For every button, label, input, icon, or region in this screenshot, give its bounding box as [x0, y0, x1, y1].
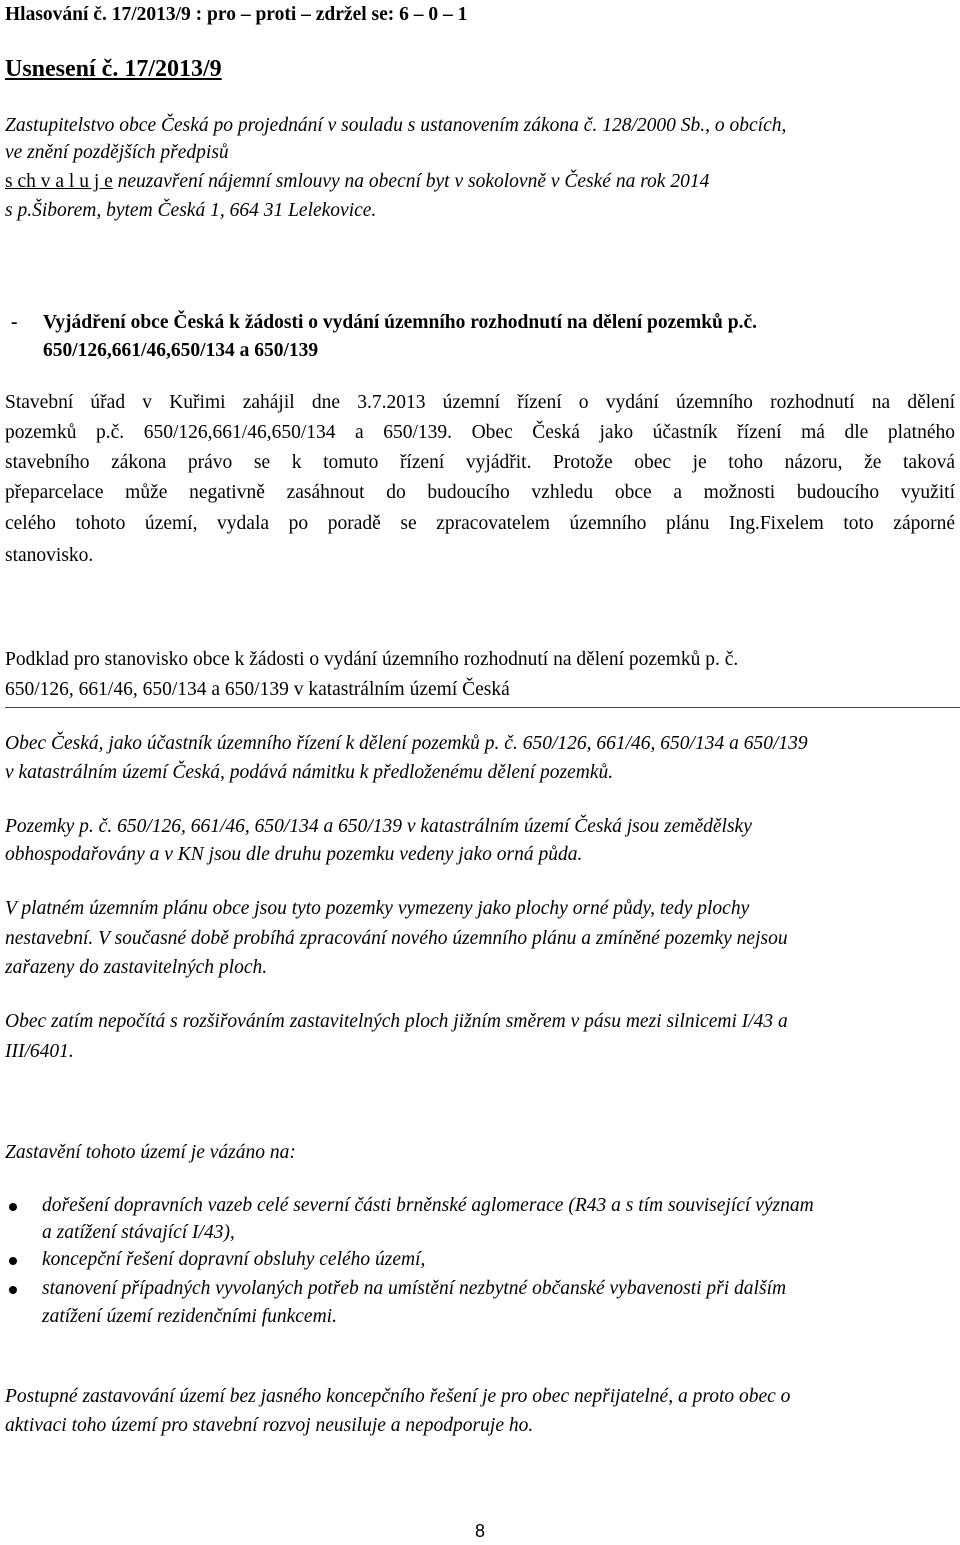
objection-p2-line-1: Pozemky p. č. 650/126, 661/46, 650/134 a 650/139 v katastrálním území Česká jsou zemědělsky: [5, 816, 752, 837]
page-number: 8: [474, 1521, 485, 1541]
section-paragraph-line-1: Stavební úřad v Kuřimi zahájil dne 3.7.2013 územní řízení o vydání územního rozhodnutí na dělení: [5, 392, 955, 413]
section-paragraph-line-6: stanovisko.: [5, 545, 94, 566]
approves-keyword: s ch v a l u j e: [5, 171, 113, 192]
resolution-title: Usnesení č. 17/2013/9: [5, 56, 222, 82]
resolution-intro-line-2: ve znění pozdějších předpisů: [5, 142, 229, 163]
section-paragraph-line-4: přeparcelace může negativně zasáhnout do budoucího vzhledu obce a možnosti budoucího využití: [5, 482, 955, 503]
basis-line-2: 650/126, 661/46, 650/134 a 650/139 v katastrálním území Česká: [5, 679, 510, 700]
condition-2: koncepční řešení dopravní obsluhy celého území,: [42, 1249, 426, 1270]
bullet-icon: [9, 1257, 17, 1265]
condition-1-line-2: a zatížení stávající I/43),: [42, 1222, 235, 1243]
section-paragraph-line-3: stavebního zákona právo se k tomuto řízení vyjádřit. Protože obec je toho názoru, že taková: [5, 452, 955, 473]
condition-3-line-2: zatížení území rezidenčními funkcemi.: [42, 1306, 337, 1327]
objection-p4-line-2: III/6401.: [5, 1041, 74, 1062]
objection-p3-line-3: zařazeny do zastavitelných ploch.: [5, 957, 268, 978]
resolution-approves-line: [5, 170, 709, 194]
section-heading-line-2: 650/126,661/46,650/134 a 650/139: [43, 340, 319, 361]
condition-1-line-1: dořešení dopravních vazeb celé severní části brněnské aglomerace (R43 a s tím související význam: [42, 1195, 814, 1216]
objection-p3-line-2: nestavební. V současné době probíhá zpracování nového územního plánu a zmíněné pozemky nejsou: [5, 928, 788, 949]
closing-line-2: aktivaci toho území pro stavební rozvoj neusiluje a nepodporuje ho.: [5, 1415, 534, 1436]
objection-p4-line-1: Obec zatím nepočítá s rozšiřováním zastavitelných ploch jižním směrem v pásu mezi silnicemi I/43 a: [5, 1011, 788, 1032]
conditions-title: Zastavění tohoto území je vázáno na:: [5, 1142, 296, 1163]
bullet-icon: [9, 1286, 17, 1294]
approves-text: neuzavření nájemní smlouvy na obecní byt v sokolovně v České na rok 2014: [112, 171, 710, 192]
objection-p2-line-2: obhospodařovány a v KN jsou dle druhu pozemku vedeny jako orná půda.: [5, 844, 583, 865]
section-paragraph-line-2: pozemků p.č. 650/126,661/46,650/134 a 650/139. Obec Česká jako účastník řízení má dle platného: [5, 422, 955, 443]
section-heading-line-1: Vyjádření obce Česká k žádosti o vydání územního rozhodnutí na dělení pozemků p.č.: [43, 312, 758, 333]
basis-line-1: Podklad pro stanovisko obce k žádosti o vydání územního rozhodnutí na dělení pozemků p. č.: [5, 649, 739, 670]
section-paragraph-line-5: celého tohoto území, vydala po poradě se zpracovatelem územního plánu Ing.Fixelem toto záporné: [5, 513, 955, 534]
vote-result: Hlasování č. 17/2013/9 : pro – proti – zdržel se: 6 – 0 – 1: [5, 4, 468, 25]
objection-p3-line-1: V platném územním plánu obce jsou tyto pozemky vymezeny jako plochy orné půdy, tedy plochy: [5, 898, 750, 919]
objection-p1-line-2: v katastrálním území Česká, podává námitku k předloženému dělení pozemků.: [5, 762, 614, 783]
condition-3-line-1: stanovení případných vyvolaných potřeb na umístění nezbytné občanské vybavenosti při dalším: [42, 1278, 787, 1299]
bullet-icon: [9, 1203, 17, 1211]
section-dash: -: [11, 312, 18, 333]
closing-line-1: Postupné zastavování území bez jasného koncepčního řešení je pro obec nepřijatelné, a proto obec o: [5, 1386, 791, 1407]
approves-text-line-2: s p.Šiborem, bytem Česká 1, 664 31 Lelekovice.: [5, 200, 377, 221]
horizontal-rule: [5, 707, 960, 708]
objection-p1-line-1: Obec Česká, jako účastník územního řízení k dělení pozemků p. č. 650/126, 661/46, 650/134 a 650/139: [5, 733, 808, 754]
resolution-intro-line-1: Zastupitelstvo obce Česká po projednání v souladu s ustanovením zákona č. 128/2000 Sb., o obcích,: [5, 115, 787, 136]
